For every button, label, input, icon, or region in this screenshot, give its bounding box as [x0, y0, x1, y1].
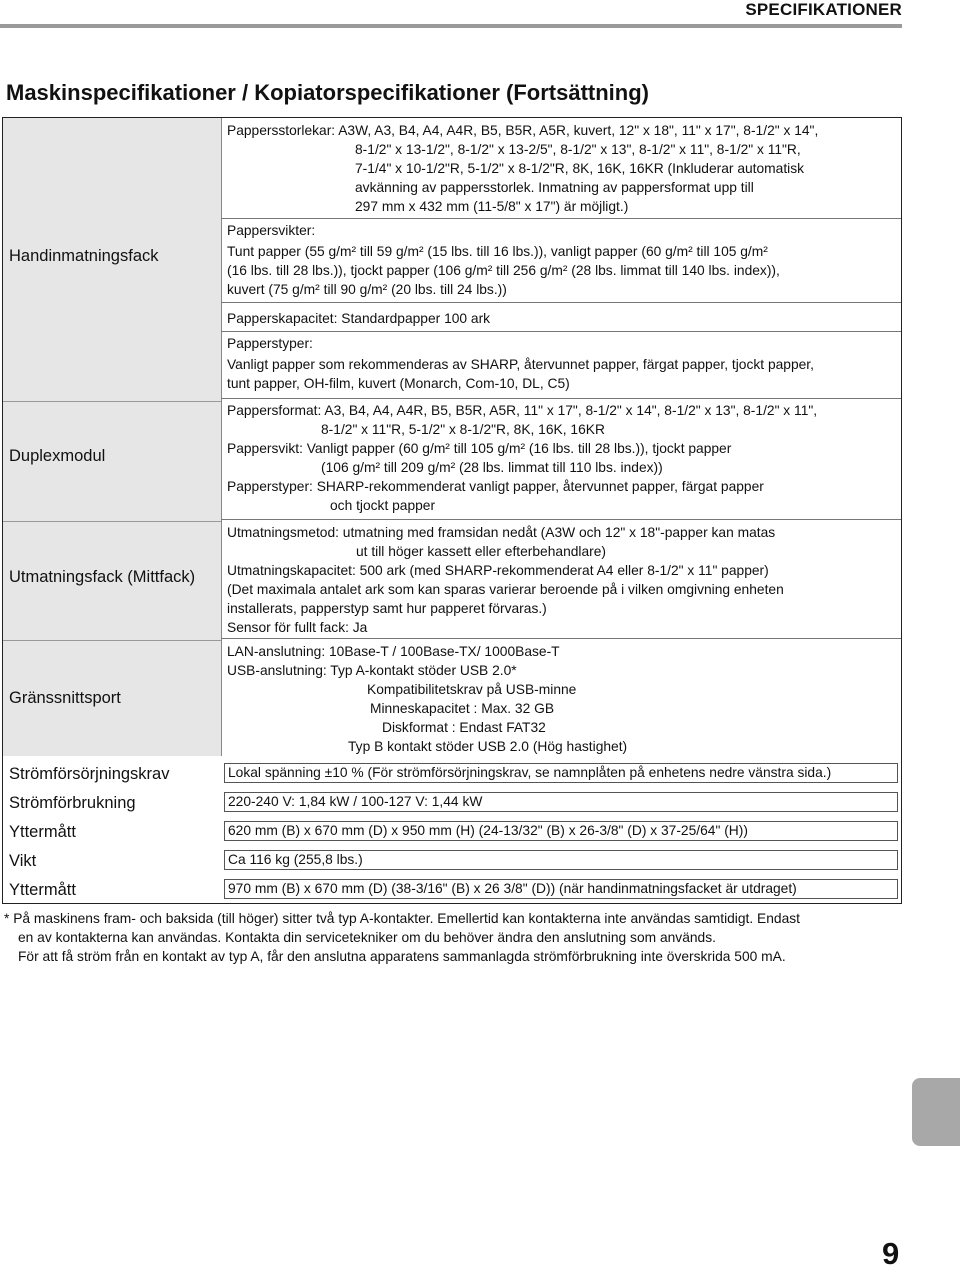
page-header [0, 0, 960, 30]
hand-types-line: Vanligt papper som rekommenderas av SHARP, återvunnet papper, färgat papper, tjockt papper, [227, 357, 814, 372]
row-separator [221, 218, 901, 219]
output-line: Utmatningsmetod: utmatning med framsidan nedåt (A3W och 12" x 18"-papper kan matas [227, 525, 776, 540]
row-separator [221, 398, 901, 399]
row-separator [221, 331, 901, 332]
hand-weights-line: Tunt papper (55 g/m² till 59 g/m² (15 lbs. till 16 lbs.)), vanligt papper (60 g/m² till 105 g/m² [227, 244, 768, 259]
duplex-line: Pappersvikt: Vanligt papper (60 g/m² till 105 g/m² (16 lbs. till 28 lbs.)), tjockt papper [227, 441, 732, 456]
label-separator [3, 401, 221, 402]
interface-line: Kompatibilitetskrav på USB-minne [367, 682, 577, 697]
interface-line: Diskformat : Endast FAT32 [382, 720, 546, 735]
duplex-line: Papperstyper: SHARP-rekommenderat vanligt papper, återvunnet papper, färgat papper [227, 479, 764, 494]
interface-line: Typ B kontakt stöder USB 2.0 (Hög hastighet) [348, 739, 628, 754]
value-vikt: Ca 116 kg (255,8 lbs.) [228, 852, 363, 867]
label-yttermatt-utdraget: Yttermått [9, 881, 76, 899]
duplex-line: och tjockt papper [330, 498, 436, 513]
hand-weights-line: Pappersvikter: [227, 223, 316, 238]
label-vikt: Vikt [9, 852, 37, 870]
row-separator [221, 302, 901, 303]
label-separator [3, 521, 221, 522]
footnote-line: För att få ström från en kontakt av typ A, får den anslutna apparatens sammanlagda strömförbrukning inte överskrida 500 mA. [18, 949, 786, 964]
hand-weights-line: kuvert (75 g/m² till 90 g/m² (20 lbs. till 24 lbs.)) [227, 282, 507, 297]
hand-sizes-line: Pappersstorlekar: A3W, A3, B4, A4, A4R, B5, B5R, A5R, kuvert, 12" x 18", 11" x 17", 8-1/2" x 14", [227, 123, 819, 138]
interface-line: USB-anslutning: Typ A-kontakt stöder USB 2.0* [227, 663, 517, 678]
duplex-line: Pappersformat: A3, B4, A4, A4R, B5, B5R, A5R, 11" x 17", 8-1/2" x 14", 8-1/2" x 13", 8-1/2" x 11", [227, 403, 818, 418]
label-utmatningsfack: Utmatningsfack (Mittfack) [9, 568, 196, 586]
value-stromforsorjningskrav: Lokal spänning ±10 % (För strömförsörjningskrav, se namnplåten på enhetens nedre vänstra sida.) [228, 765, 832, 780]
hand-types-line: tunt papper, OH-film, kuvert (Monarch, Com-10, DL, C5) [227, 376, 570, 391]
hand-capacity: Papperskapacitet: Standardpapper 100 ark [227, 311, 491, 326]
hand-sizes-line: avkänning av pappersstorlek. Inmatning av pappersformat upp till [355, 180, 754, 195]
hand-sizes-line: 8-1/2" x 13-1/2", 8-1/2" x 13-2/5", 8-1/2" x 13", 8-1/2" x 11", 8-1/2" x 11"R, [355, 142, 801, 157]
duplex-line: (106 g/m² till 209 g/m² (28 lbs. limmat till 110 lbs. index)) [321, 460, 663, 475]
section-title: SPECIFIKATIONER [745, 0, 902, 19]
label-stromforsorjningskrav: Strömförsörjningskrav [9, 765, 170, 783]
output-line: ut till höger kassett eller efterbehandlare) [356, 544, 607, 559]
page-number: 9 [882, 1236, 900, 1271]
duplex-line: 8-1/2" x 11"R, 5-1/2" x 8-1/2"R, 8K, 16K, 16KR [321, 422, 605, 437]
label-column [3, 118, 222, 756]
spec-table [2, 117, 902, 904]
hand-weights-line: (16 lbs. till 28 lbs.)), tjockt papper (106 g/m² till 256 g/m² (28 lbs. limmat till 140 lbs. index)), [227, 263, 780, 278]
label-duplexmodul: Duplexmodul [9, 447, 106, 465]
label-separator [3, 640, 221, 641]
value-yttermatt-utdraget: 970 mm (B) x 670 mm (D) (38-3/16" (B) x 26 3/8" (D)) (när handinmatningsfacket är utdraget) [228, 881, 797, 896]
interface-line: Minneskapacitet : Max. 32 GB [370, 701, 555, 716]
hand-sizes-line: 297 mm x 432 mm (11-5/8" x 17") är möjligt.) [355, 199, 629, 214]
header-rule [0, 24, 902, 28]
output-line: (Det maximala antalet ark som kan sparas varierar beroende på i vilken omgivning enheten [227, 582, 784, 597]
footnote-line: en av kontakterna kan användas. Kontakta din servicetekniker om du behöver ändra den anslutning som används. [18, 930, 716, 945]
side-tab [912, 1078, 960, 1146]
hand-sizes-line: 7-1/4" x 10-1/2"R, 5-1/2" x 8-1/2"R, 8K, 16K, 16KR (Inkluderar automatisk [355, 161, 805, 176]
label-handinmatningsfack: Handinmatningsfack [9, 247, 159, 265]
value-yttermatt: 620 mm (B) x 670 mm (D) x 950 mm (H) (24-13/32" (B) x 26-3/8" (D) x 37-25/64" (H)) [228, 823, 748, 838]
output-line: Utmatningskapacitet: 500 ark (med SHARP-rekommenderat A4 eller 8-1/2" x 11" papper) [227, 563, 769, 578]
page-title: Maskinspecifikationer / Kopiatorspecifikationer (Fortsättning) [6, 80, 649, 105]
output-line: installerats, papperstyp samt hur papperet förvaras.) [227, 601, 547, 616]
output-line: Sensor för fullt fack: Ja [227, 620, 368, 635]
row-separator [221, 519, 901, 520]
hand-types-line: Papperstyper: [227, 336, 313, 351]
row-separator [221, 638, 901, 639]
interface-line: LAN-anslutning: 10Base-T / 100Base-TX/ 1000Base-T [227, 644, 560, 659]
footnote-line: * På maskinens fram- och baksida (till höger) sitter två typ A-kontakter. Emellertid kan kontakterna inte användas samtidigt. Endast [4, 911, 801, 926]
value-stromforbrukning: 220-240 V: 1,84 kW / 100-127 V: 1,44 kW [228, 794, 483, 809]
label-yttermatt: Yttermått [9, 823, 76, 841]
label-stromforbrukning: Strömförbrukning [9, 794, 136, 812]
label-granssnittsport: Gränssnittsport [9, 689, 121, 707]
